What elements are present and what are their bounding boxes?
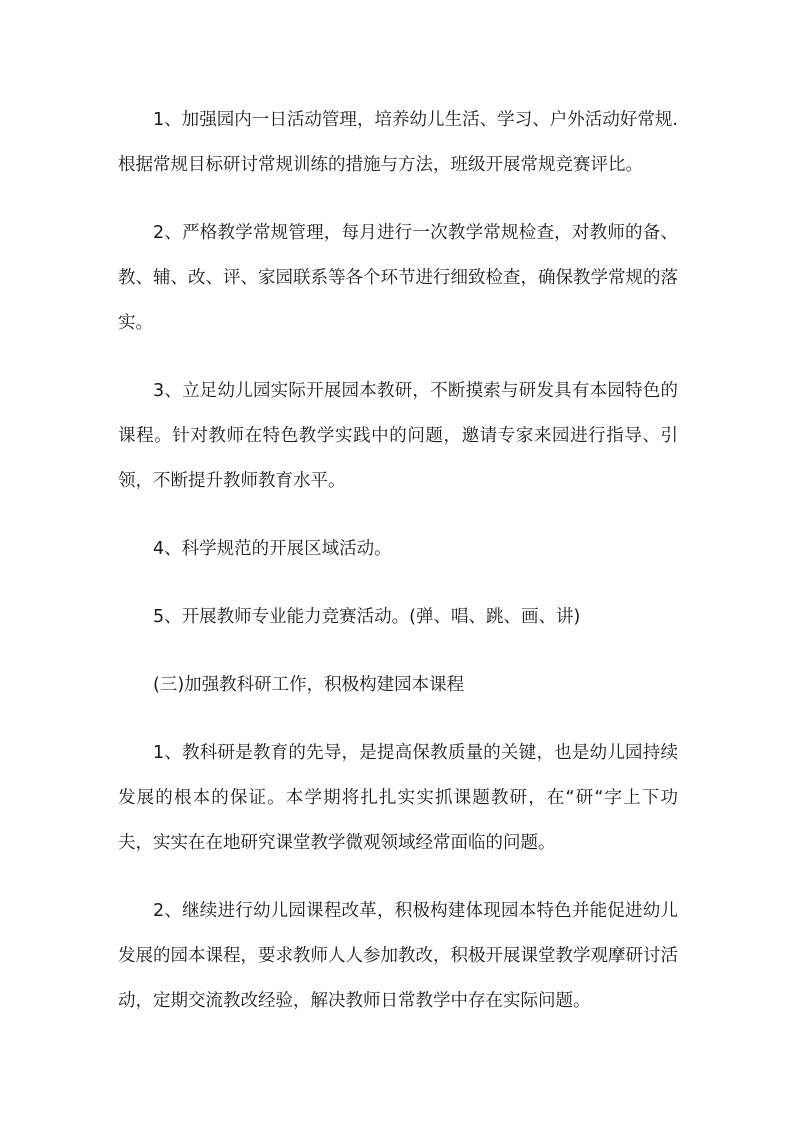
paragraph-teaching-routine: 2、严格教学常规管理，每月进行一次教学常规检查，对教师的备、教、辅、改、评、家园联系等各个环节进行细致检查，确保教学常规的落实。 xyxy=(118,223,678,333)
paragraph-curriculum-reform: 2、继续进行幼儿园课程改革，积极构建体现园本特色并能促进幼儿发展的园本课程，要求教师人人参加教改，积极开展课堂教学观摩研讨活动，定期交流教改经验，解决教师日常教学中存在实际问题。 xyxy=(118,901,678,1011)
paragraph-routine-management: 1、加强园内一日活动管理，培养幼儿生活、学习、户外活动好常规. 根据常规目标研讨常规训练的措施与方法，班级开展常规竞赛评比。 xyxy=(118,110,678,175)
paragraph-research-leadership: 1、教科研是教育的先导，是提高保教质量的关键，也是幼儿园持续发展的根本的保证。本学期将扎扎实实抓课题教研，在“研“字上下功夫，实实在在地研究课堂教学微观领域经常面临的问题。 xyxy=(118,743,678,853)
document-body xyxy=(118,98,678,1047)
paragraph-teacher-competition: 5、开展教师专业能力竞赛活动。(弹、唱、跳、画、讲) xyxy=(153,607,581,627)
section-heading: (三)加强教科研工作，积极构建园本课程 xyxy=(153,675,465,695)
paragraph-school-research: 3、立足幼儿园实际开展园本教研，不断摸索与研发具有本园特色的课程。针对教师在特色教学实践中的问题，邀请专家来园进行指导、引领，不断提升教师教育水平。 xyxy=(118,381,678,491)
paragraph-area-activities: 4、科学规范的开展区域活动。 xyxy=(153,539,392,559)
